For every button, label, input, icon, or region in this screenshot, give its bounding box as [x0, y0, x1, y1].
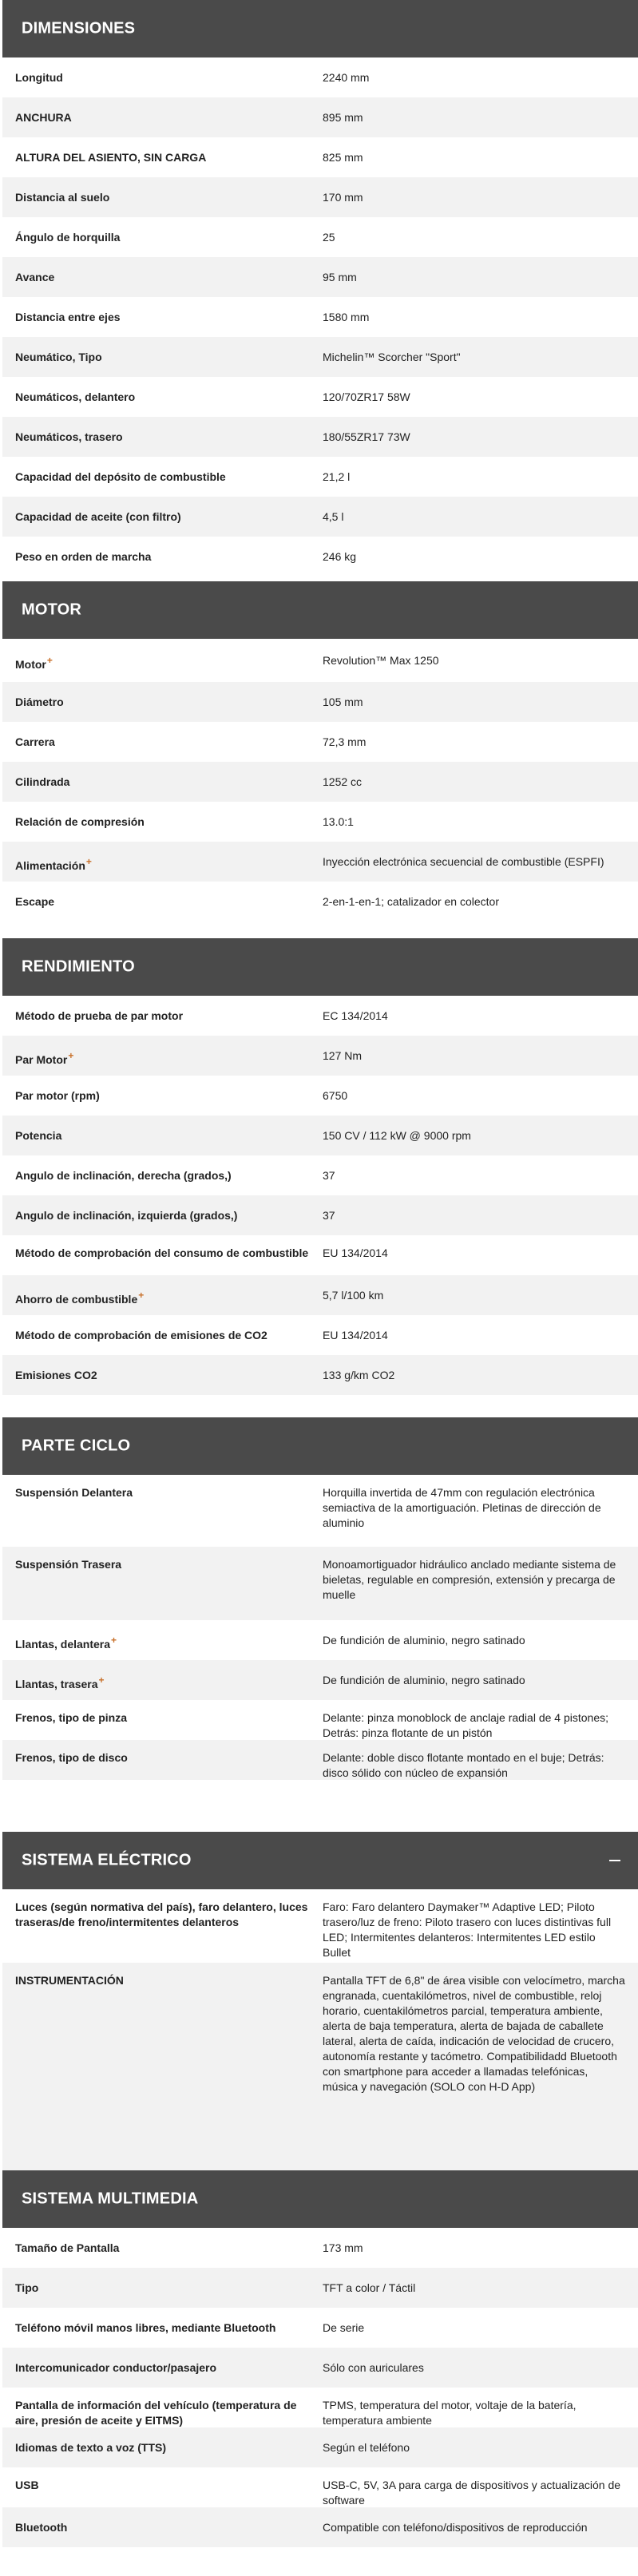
spec-label-text: Par motor (rpm) — [15, 1089, 100, 1102]
spec-label — [15, 1710, 317, 1726]
spec-label — [15, 1633, 317, 1652]
spec-label-text: Neumático, Tipo — [15, 351, 102, 363]
spec-label-text: Relación de compresión — [15, 815, 145, 828]
spec-row — [2, 1963, 638, 2170]
spec-row — [2, 217, 638, 257]
spec-row — [2, 537, 638, 577]
spec-row — [2, 377, 638, 417]
spec-label-text: Emisiones CO2 — [15, 1369, 97, 1381]
spec-value: Inyección electrónica secuencial de combustible (ESPFI) — [323, 855, 604, 868]
spec-label-text: Teléfono móvil manos libres, mediante Bluetooth — [15, 2321, 276, 2334]
spec-label — [15, 1288, 317, 1307]
spec-value: De fundición de aluminio, negro satinado — [323, 1634, 525, 1647]
spec-row — [2, 1315, 638, 1355]
spec-label — [15, 894, 317, 910]
spec-label — [15, 2478, 317, 2493]
spec-label — [15, 653, 317, 672]
spec-label — [15, 2440, 317, 2455]
spec-label-text: Tipo — [15, 2281, 39, 2294]
spec-value: 4,5 l — [323, 510, 344, 523]
spec-value: 72,3 mm — [323, 735, 367, 748]
spec-label — [15, 1900, 317, 1930]
spec-label-text: Avance — [15, 271, 55, 283]
spec-row — [2, 762, 638, 802]
section-motor — [2, 581, 638, 908]
spec-row — [2, 1036, 638, 1076]
section-sistema-electrico — [2, 1832, 638, 2093]
spec-row — [2, 1620, 638, 1660]
spec-value: De fundición de aluminio, negro satinado — [323, 1674, 525, 1686]
spec-row — [2, 1547, 638, 1620]
spec-row — [2, 802, 638, 842]
spec-value: Delante: pinza monoblock de anclaje radial de 4 pistones; Detrás: pinza flotante de un pistón — [323, 1711, 609, 1739]
spec-label — [15, 1088, 317, 1104]
spec-label — [15, 2398, 317, 2428]
spec-value: De serie — [323, 2321, 365, 2334]
spec-row — [2, 497, 638, 537]
spec-row — [2, 2467, 638, 2507]
spec-row — [2, 1740, 638, 1780]
spec-value: 25 — [323, 231, 335, 244]
spec-row — [2, 682, 638, 722]
spec-value: Compatible con teléfono/dispositivos de reproducción — [323, 2521, 588, 2534]
spec-row — [2, 177, 638, 217]
spec-value: Pantalla TFT de 6,8" de área visible con velocímetro, marcha engranada, cuentakilómetros, nivel de combustible, reloj horario, cuentakilómetros parcial, temperatura ambiente, alerta de baja temperatura, alerta de bajada de caballete lateral, alerta de caída, indicación de velocidad de crucero, autonomía restante y tacómetro. Compatibilidadd Bluetooth con smartphone para acceder a llamadas telefónicas, música y navegación (SOLO con H-D App) — [323, 1974, 625, 2093]
spec-label-text: Par Motor — [15, 1053, 68, 1066]
spec-label — [15, 350, 317, 365]
section-sistema-multimedia — [2, 2170, 638, 2534]
spec-row — [2, 2308, 638, 2348]
spec-value: Sólo con auriculares — [323, 2361, 424, 2374]
spec-label — [15, 1557, 317, 1572]
spec-value: TFT a color / Táctil — [323, 2281, 416, 2294]
spec-label-text: Capacidad de aceite (con filtro) — [15, 510, 181, 523]
spec-label — [15, 270, 317, 285]
spec-label — [15, 2281, 317, 2296]
spec-row — [2, 417, 638, 457]
spec-label-text: Llantas, delantera — [15, 1638, 111, 1651]
spec-label-text: Angulo de inclinación, derecha (grados,) — [15, 1169, 232, 1182]
spec-label-text: Ángulo de horquilla — [15, 231, 121, 244]
spec-label — [15, 509, 317, 525]
spec-label-text: Alimentación — [15, 859, 85, 872]
spec-row — [2, 337, 638, 377]
footnote-marker: + — [111, 1635, 117, 1646]
spec-value: 246 kg — [323, 550, 357, 563]
spec-label-text: Diámetro — [15, 696, 64, 708]
section-header[interactable] — [2, 1832, 638, 1889]
spec-row — [2, 257, 638, 297]
spec-label-text: Ahorro de combustible — [15, 1293, 138, 1306]
spec-label — [15, 70, 317, 85]
spec-value: Monoamortiguador hidráulico anclado mediante sistema de bieletas, regulable en compresión, extensión y precarga de muelle — [323, 1558, 616, 1601]
spec-value: 5,7 l/100 km — [323, 1289, 384, 1302]
spec-value: 150 CV / 112 kW @ 9000 rpm — [323, 1129, 471, 1142]
spec-label — [15, 549, 317, 565]
spec-value: 120/70ZR17 58W — [323, 390, 410, 403]
spec-value: 37 — [323, 1169, 335, 1182]
collapse-minus-icon[interactable] — [609, 1860, 620, 1861]
section-title: SISTEMA MULTIMEDIA — [22, 2190, 199, 2208]
spec-label — [15, 150, 317, 165]
footnote-marker: + — [138, 1290, 145, 1301]
section-header[interactable] — [2, 0, 638, 57]
spec-label-text: Método de comprobación de emisiones de CO2 — [15, 1329, 267, 1342]
spec-row — [2, 97, 638, 137]
spec-row — [2, 57, 638, 97]
spec-label-text: ANCHURA — [15, 111, 72, 124]
spec-label-text: Distancia entre ejes — [15, 311, 121, 323]
spec-label-text: USB — [15, 2479, 39, 2491]
footnote-marker: + — [85, 856, 92, 867]
spec-label-text: Suspensión Delantera — [15, 1486, 133, 1499]
spec-label — [15, 1973, 317, 1988]
spec-row — [2, 2507, 638, 2547]
spec-label — [15, 470, 317, 485]
spec-label-text: Motor — [15, 658, 46, 671]
spec-label — [15, 310, 317, 325]
spec-label — [15, 230, 317, 245]
spec-row — [2, 1275, 638, 1315]
spec-label-text: Capacidad del depósito de combustible — [15, 470, 226, 483]
spec-row — [2, 137, 638, 177]
spec-label-text: Llantas, trasera — [15, 1678, 98, 1690]
spec-label — [15, 695, 317, 710]
spec-label — [15, 814, 317, 830]
spec-label — [15, 1009, 317, 1024]
footnote-marker: + — [98, 1674, 105, 1686]
spec-label — [15, 1128, 317, 1143]
spec-row — [2, 1155, 638, 1195]
spec-row — [2, 1475, 638, 1547]
spec-value: USB-C, 5V, 3A para carga de dispositivos y actualización de software — [323, 2479, 621, 2507]
section-header[interactable] — [2, 1417, 638, 1475]
spec-label — [15, 1246, 317, 1261]
spec-label-text: Método de prueba de par motor — [15, 1009, 184, 1022]
spec-value: 1580 mm — [323, 311, 370, 323]
spec-row — [2, 1355, 638, 1395]
spec-row — [2, 882, 638, 921]
spec-row — [2, 1889, 638, 1963]
section-header[interactable] — [2, 938, 638, 996]
spec-label-text: Distancia al suelo — [15, 191, 110, 204]
spec-label — [15, 775, 317, 790]
spec-label — [15, 110, 317, 125]
spec-label — [15, 190, 317, 205]
spec-value: 133 g/km CO2 — [323, 1369, 395, 1381]
spec-label — [15, 2360, 317, 2376]
spec-value: Faro: Faro delantero Daymaker™ Adaptive LED; Piloto trasero/luz de freno: Piloto trasero con luces distintivas full LED; Intermitentes delanteros: Intermitentes LED estilo Bullet — [323, 1900, 612, 1959]
spec-label-text: Idiomas de texto a voz (TTS) — [15, 2441, 167, 2454]
spec-value: 2240 mm — [323, 71, 370, 84]
spec-label-text: Neumáticos, trasero — [15, 430, 123, 443]
section-dimensiones — [2, 0, 638, 563]
spec-label-text: Carrera — [15, 735, 55, 748]
section-title: RENDIMIENTO — [22, 957, 135, 976]
spec-label-text: Intercomunicador conductor/pasajero — [15, 2361, 217, 2374]
section-title: MOTOR — [22, 600, 82, 619]
section-rendimiento — [2, 938, 638, 1381]
spec-value: 1252 cc — [323, 775, 363, 788]
spec-label-text: Peso en orden de marcha — [15, 550, 152, 563]
spec-row — [2, 2427, 638, 2467]
spec-row — [2, 639, 638, 682]
spec-label-text: Luces (según normativa del país), faro delantero, luces traseras/de freno/intermitentes delanteros — [15, 1900, 308, 1928]
spec-value: EU 134/2014 — [323, 1246, 388, 1259]
spec-value: EC 134/2014 — [323, 1009, 388, 1022]
spec-value: EU 134/2014 — [323, 1329, 388, 1342]
spec-label-text: Longitud — [15, 71, 63, 84]
spec-row — [2, 1076, 638, 1116]
spec-label-text: Pantalla de información del vehículo (temperatura de aire, presión de aceite y EITMS) — [15, 2399, 297, 2427]
spec-label — [15, 2320, 317, 2336]
spec-value: 173 mm — [323, 2241, 363, 2254]
spec-label-text: Bluetooth — [15, 2521, 68, 2534]
spec-row — [2, 2388, 638, 2427]
spec-label — [15, 1328, 317, 1343]
spec-label-text: Tamaño de Pantalla — [15, 2241, 120, 2254]
spec-label-text: Potencia — [15, 1129, 62, 1142]
spec-value: Horquilla invertida de 47mm con regulación electrónica semiactiva de la amortiguación. Pletinas de dirección de aluminio — [323, 1486, 601, 1529]
spec-label — [15, 2520, 317, 2535]
spec-value: 170 mm — [323, 191, 363, 204]
spec-label-text: Frenos, tipo de disco — [15, 1751, 128, 1764]
spec-row — [2, 996, 638, 1036]
section-parte-ciclo — [2, 1417, 638, 1779]
spec-value: 6750 — [323, 1089, 348, 1102]
spec-value: 95 mm — [323, 271, 357, 283]
spec-label — [15, 1368, 317, 1383]
section-title: PARTE CICLO — [22, 1437, 131, 1455]
spec-value: 21,2 l — [323, 470, 351, 483]
spec-label-text: Escape — [15, 895, 55, 908]
spec-label — [15, 1750, 317, 1766]
section-title: SISTEMA ELÉCTRICO — [22, 1851, 192, 1869]
section-header[interactable] — [2, 581, 638, 639]
spec-value: Revolution™ Max 1250 — [323, 654, 439, 667]
footnote-marker: + — [46, 655, 53, 666]
spec-value: 180/55ZR17 73W — [323, 430, 410, 443]
spec-value: Delante: doble disco flotante montado en el buje; Detrás: disco sólido con núcleo de expansión — [323, 1751, 604, 1779]
spec-label — [15, 1208, 317, 1223]
section-title: DIMENSIONES — [22, 19, 136, 38]
spec-row — [2, 1700, 638, 1740]
spec-value: 13.0:1 — [323, 815, 354, 828]
spec-row — [2, 297, 638, 337]
section-header[interactable] — [2, 2170, 638, 2228]
spec-value: 825 mm — [323, 151, 363, 164]
spec-label — [15, 430, 317, 445]
spec-value: 105 mm — [323, 696, 363, 708]
spec-label-text: Cilindrada — [15, 775, 70, 788]
footnote-marker: + — [68, 1050, 74, 1061]
spec-label-text: Suspensión Trasera — [15, 1558, 122, 1571]
spec-row — [2, 722, 638, 762]
spec-label-text: INSTRUMENTACIÓN — [15, 1974, 124, 1987]
spec-label-text: Neumáticos, delantero — [15, 390, 136, 403]
spec-value: Michelin™ Scorcher "Sport" — [323, 351, 461, 363]
spec-row — [2, 1116, 638, 1155]
spec-value: Según el teléfono — [323, 2441, 410, 2454]
spec-value: 2-en-1-en-1; catalizador en colector — [323, 895, 500, 908]
spec-label — [15, 2241, 317, 2256]
spec-label — [15, 1168, 317, 1183]
spec-value: 127 Nm — [323, 1049, 363, 1062]
spec-row — [2, 1660, 638, 1700]
spec-label — [15, 854, 317, 874]
spec-row — [2, 2268, 638, 2308]
spec-row — [2, 1235, 638, 1275]
spec-label-text: ALTURA DEL ASIENTO, SIN CARGA — [15, 151, 207, 164]
spec-row — [2, 2228, 638, 2268]
spec-label-text: Método de comprobación del consumo de combustible — [15, 1246, 309, 1259]
spec-row — [2, 1195, 638, 1235]
spec-label — [15, 1048, 317, 1068]
spec-label — [15, 1673, 317, 1692]
spec-row — [2, 457, 638, 497]
spec-row — [2, 2348, 638, 2388]
spec-value: 37 — [323, 1209, 335, 1222]
spec-value: TPMS, temperatura del motor, voltaje de la batería, temperatura ambiente — [323, 2399, 577, 2427]
spec-label-text: Frenos, tipo de pinza — [15, 1711, 128, 1724]
spec-label — [15, 1485, 317, 1500]
spec-label — [15, 735, 317, 750]
spec-label — [15, 390, 317, 405]
spec-row — [2, 842, 638, 882]
spec-accordion — [2, 0, 638, 2576]
spec-value: 895 mm — [323, 111, 363, 124]
spec-label-text: Angulo de inclinación, izquierda (grados,) — [15, 1209, 238, 1222]
